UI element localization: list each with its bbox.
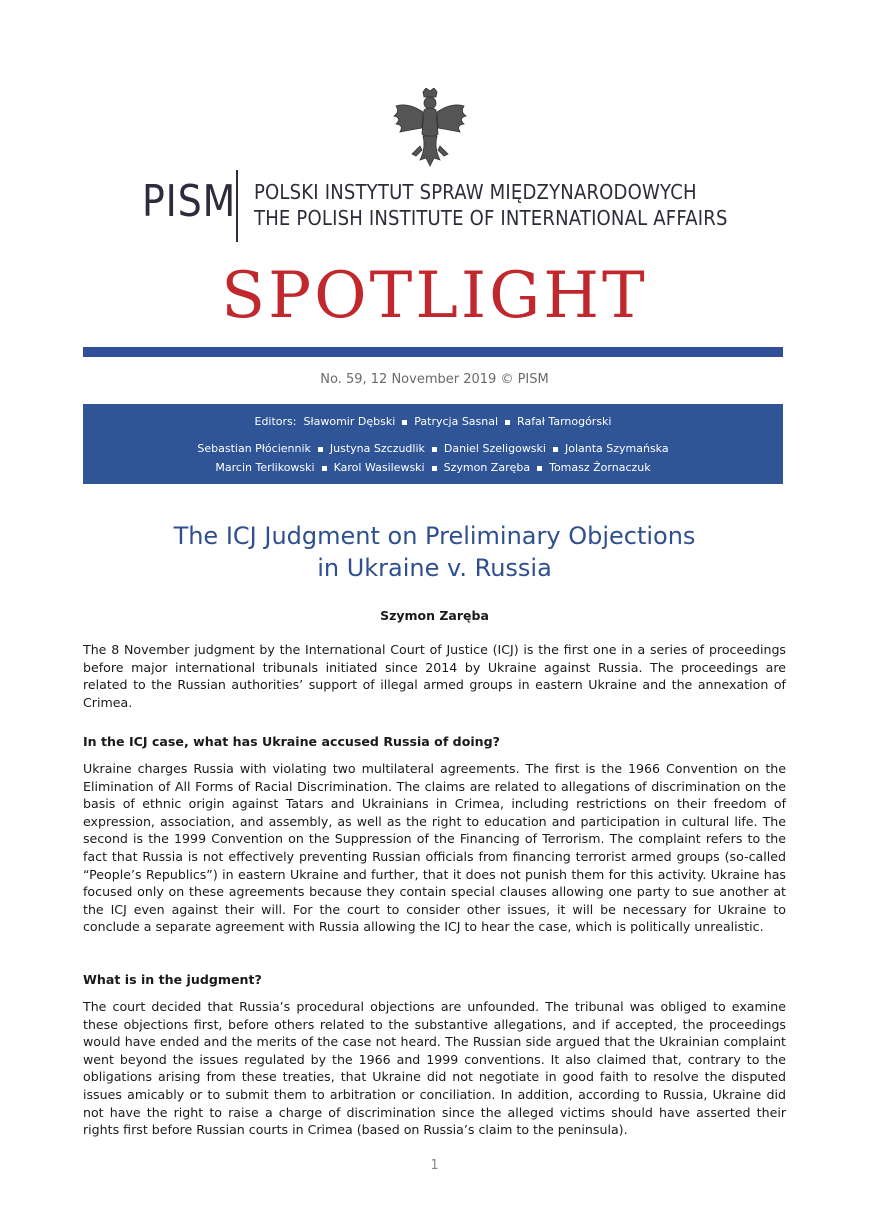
institute-logo [142,168,762,244]
editors-line-1 [83,415,783,428]
editor-name: Justyna Szczudlik [329,442,425,455]
logo-acronym: PISM [142,176,237,227]
separator-square-icon [432,466,437,471]
section-heading-1: In the ICJ case, what has Ukraine accused Russia of doing? [83,734,500,749]
article-author: Szymon Zaręba [380,608,489,623]
series-title: SPOTLIGHT [221,259,648,333]
separator-square-icon [322,466,327,471]
separator-square-icon [402,420,407,425]
editors-line-3 [83,461,783,474]
editor-name: Szymon Zaręba [443,461,531,474]
page-number: 1 [430,1158,439,1173]
article-title [0,520,869,584]
editor-name: Daniel Szeligowski [443,442,546,455]
editor-name: Marcin Terlikowski [215,461,315,474]
header-rule [83,347,783,357]
editors-box [83,404,783,484]
editor-name: Sebastian Płóciennik [197,442,311,455]
separator-square-icon [505,420,510,425]
separator-square-icon [318,447,323,452]
article-title-line-1: The ICJ Judgment on Preliminary Objections [173,522,696,550]
polish-eagle-emblem-icon [390,88,470,172]
editor-name: Sławomir Dębski [303,415,396,428]
logo-divider [236,170,238,242]
editor-name: Tomasz Żornaczuk [549,461,651,474]
logo-name-polish: POLSKI INSTYTUT SPRAW MIĘDZYNARODOWYCH [254,180,697,204]
editor-name: Rafał Tarnogórski [517,415,612,428]
editor-name: Jolanta Szymańska [564,442,669,455]
issue-line: No. 59, 12 November 2019 © PISM [320,372,549,387]
article-title-line-2: in Ukraine v. Russia [317,554,552,582]
editors-label: Editors: [254,415,297,428]
editors-line-2 [83,442,783,455]
intro-paragraph: The 8 November judgment by the International Court of Justice (ICJ) is the first one in a series of proceedings before major international tribunals initiated since 2014 by Ukraine against Russia. The proceedings are related to the Russian authorities’ support of illegal armed groups in eastern Ukraine and the annexation of Crimea. [83,642,786,710]
section-paragraph-1: Ukraine charges Russia with violating two multilateral agreements. The first is the 1966 Convention on the Elimination of All Forms of Racial Discrimination. The claims are related to allegations of discrimination on the basis of ethnic origin against Tatars and Ukrainians in Crimea, including restrictions on their freedom of expression, association, and assembly, as well as the right to education and participation in cultural life. The second is the 1999 Convention on the Suppression of the Financing of Terrorism. The complaint refers to the fact that Russia is not effectively preventing Russian officials from financing terrorist armed groups (so-called “People’s Republics”) in eastern Ukraine and further, that it does not punish them for this activity. Ukraine has focused only on these agreements because they contain special clauses allowing one party to sue another at the ICJ even against their will. For the court to consider other issues, it will be necessary for Ukraine to conclude a separate agreement with Russia allowing the ICJ to hear the case, which is politically unrealistic. [83,761,786,935]
editor-name: Karol Wasilewski [333,461,425,474]
section-heading-2: What is in the judgment? [83,972,262,987]
separator-square-icon [537,466,542,471]
separator-square-icon [553,447,558,452]
separator-square-icon [432,447,437,452]
editor-name: Patrycja Sasnal [414,415,499,428]
logo-name-english: THE POLISH INSTITUTE OF INTERNATIONAL AFFAIRS [254,206,728,230]
section-paragraph-2: The court decided that Russia’s procedural objections are unfounded. The tribunal was obliged to examine these objections first, before others related to the substantive allegations, and if accepted, the proceedings would have ended and the merits of the case not heard. The Russian side argued that the Ukrainian complaint went beyond the issues regulated by the 1966 and 1999 conventions. It also claimed that, contrary to the obligations arising from these treaties, that Ukraine did not negotiate in good faith to resolve the disputed issues amicably or to submit them to arbitration or conciliation. In addition, according to Russia, Ukraine did not have the right to raise a charge of discrimination since the alleged victims should have asserted their rights first before Russian courts in Crimea (based on Russia’s claim to the peninsula). [83,999,786,1138]
